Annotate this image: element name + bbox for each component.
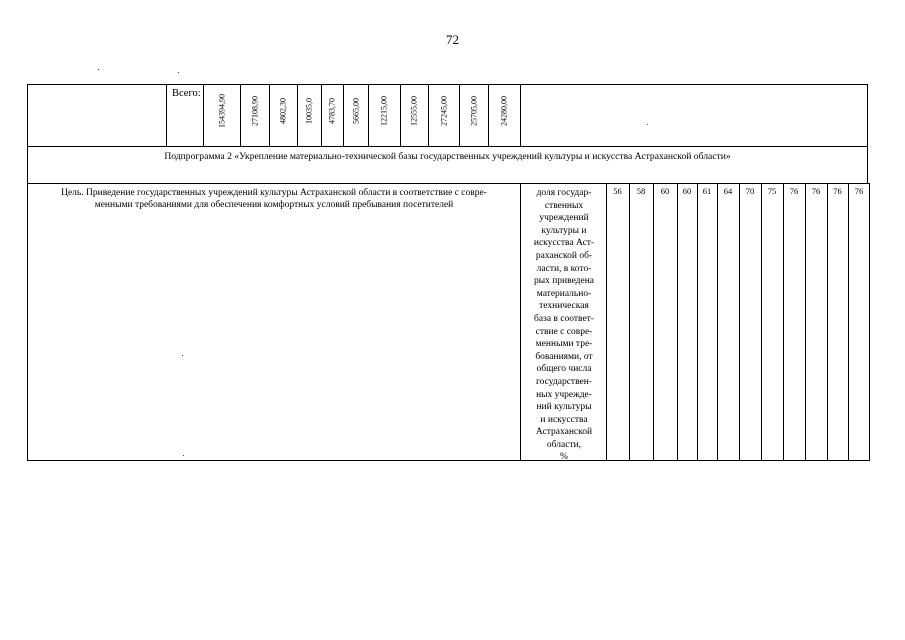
indicator-line: техническая xyxy=(539,301,589,312)
column-divider xyxy=(783,183,784,461)
scan-speck xyxy=(178,72,179,73)
column-divider xyxy=(368,84,369,147)
indicator-line: государствен- xyxy=(536,376,592,387)
indicator-line: рых приведена xyxy=(533,276,595,287)
indicator-line: раханской об- xyxy=(535,250,593,261)
indicator-line: и искусства xyxy=(540,414,588,425)
column-divider xyxy=(400,84,401,147)
column-divider xyxy=(343,84,344,147)
indicator-line: ний культуры xyxy=(536,402,592,413)
indicator-value: 76 xyxy=(811,186,821,196)
column-divider xyxy=(739,183,740,461)
indicator-value: 60 xyxy=(682,186,692,196)
column-divider xyxy=(848,183,849,461)
indicator-line: доля государ- xyxy=(536,188,592,198)
indicator-value: 64 xyxy=(723,186,733,196)
column-divider xyxy=(761,183,762,461)
total-value: 12215,00 xyxy=(379,96,389,126)
indicator-value: 76 xyxy=(789,186,799,196)
goal-line: Цель. Приведение государственных учреждений культуры Астраханской области в соответствие с совре- xyxy=(61,188,487,198)
indicator-line: ствие с совре- xyxy=(535,326,593,337)
indicator-line: % xyxy=(560,452,568,463)
column-divider xyxy=(606,183,607,461)
indicator-line: ласти, в кото- xyxy=(536,263,592,274)
total-value: 5665,00 xyxy=(351,98,360,124)
column-divider xyxy=(677,183,678,461)
indicator-line: учреждений xyxy=(539,213,589,224)
column-divider xyxy=(488,84,489,147)
indicator-line: менными тре- xyxy=(535,339,593,350)
indicator-value: 58 xyxy=(636,186,646,196)
indicator-value: 61 xyxy=(702,186,712,196)
column-divider xyxy=(520,84,521,147)
column-divider xyxy=(240,84,241,147)
goal-row xyxy=(27,183,870,461)
indicator-value: 70 xyxy=(745,186,755,196)
subprogram-title: Подпрограмма 2 «Укрепление материально-технической базы государственных учреждений культуры и искусства Астраханской области» xyxy=(164,151,731,162)
indicator-line: бованиями, от xyxy=(535,351,593,362)
total-value: 27245,00 xyxy=(439,96,448,126)
indicator-line: искусства Аст- xyxy=(533,238,595,249)
indicator-line: база в соответ- xyxy=(534,313,594,324)
column-divider xyxy=(653,183,654,461)
column-divider xyxy=(717,183,718,461)
indicator-line: Астраханской xyxy=(535,427,593,438)
indicator-value: 56 xyxy=(613,186,622,196)
scan-speck xyxy=(98,69,99,70)
total-value: 24280,00 xyxy=(499,96,509,126)
column-divider xyxy=(520,183,521,461)
total-value: 154394,90 xyxy=(217,94,226,128)
goal-line: менными требованиями для обеспечения комфортных условий пребывания посетителей xyxy=(94,200,454,210)
column-divider xyxy=(428,84,429,147)
indicator-line: ных учрежде- xyxy=(536,389,592,400)
column-divider xyxy=(269,84,270,147)
total-value: 25705,00 xyxy=(469,96,478,126)
total-value: 4783,70 xyxy=(327,98,337,124)
column-divider xyxy=(203,84,204,147)
column-divider xyxy=(321,84,322,147)
column-divider xyxy=(697,183,698,461)
indicator-line: материально- xyxy=(536,288,592,299)
column-divider xyxy=(629,183,630,461)
indicator-line: культуры и xyxy=(541,225,587,236)
column-divider xyxy=(166,84,167,147)
indicator-line: ственных xyxy=(544,200,584,211)
page-number: 72 xyxy=(446,32,459,47)
total-value: 10035,0 xyxy=(304,98,314,124)
goal-text xyxy=(30,187,518,211)
column-divider xyxy=(827,183,828,461)
total-value: 27108,90 xyxy=(250,96,259,126)
indicator-description xyxy=(522,187,606,464)
indicator-line: общего числа xyxy=(536,364,592,375)
column-divider xyxy=(297,84,298,147)
indicator-value: 76 xyxy=(833,186,842,196)
total-value: 4802,30 xyxy=(278,98,288,124)
total-value: 12555,00 xyxy=(409,96,419,126)
indicator-value: 76 xyxy=(854,186,864,196)
column-divider xyxy=(805,183,806,461)
totals-label: Всего: xyxy=(172,88,201,99)
indicator-line: области, xyxy=(546,439,582,450)
indicator-value: 60 xyxy=(660,186,670,196)
indicator-value: 75 xyxy=(767,186,777,196)
column-divider xyxy=(459,84,460,147)
